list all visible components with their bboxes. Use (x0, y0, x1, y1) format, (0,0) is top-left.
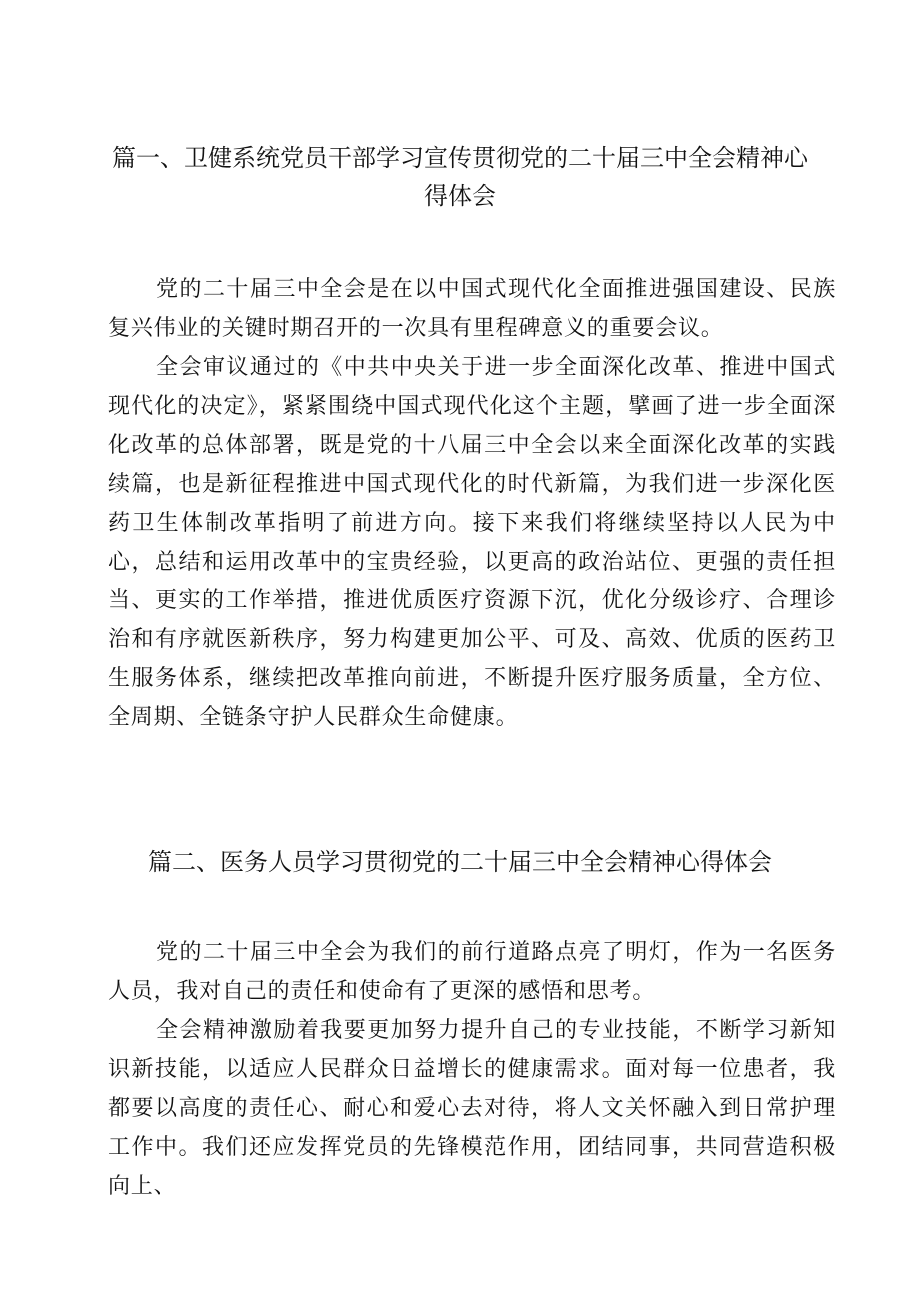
section-one-title: 篇一、卫健系统党员干部学习宣传贯彻党的二十届三中全会精神心得体会 (112, 144, 808, 210)
section-two-paragraph-2: 全会精神激励着我要更加努力提升自己的专业技能，不断学习新知识新技能，以适应人民群众日益增长的健康需求。面对每一位患者，我都要以高度的责任心、耐心和爱心去对待，将人文关怀融入到日常护理工作中。我们还应发挥党员的先锋模范作用，团结同事，共同营造积极向上、 (108, 1018, 836, 1199)
section-two-title: 篇二、医务人员学习贯彻党的二十届三中全会精神心得体会 (148, 848, 772, 876)
section-one-paragraph-1: 党的二十届三中全会是在以中国式现代化全面推进强国建设、民族复兴伟业的关键时期召开的一次具有里程碑意义的重要会议。 (108, 277, 836, 341)
section-two-paragraph-1: 党的二十届三中全会为我们的前行道路点亮了明灯，作为一名医务人员，我对自己的责任和使命有了更深的感悟和思考。 (108, 940, 836, 1004)
section-one-paragraph-2: 全会审议通过的《中共中央关于进一步全面深化改革、推进中国式现代化的决定》，紧紧围绕中国式现代化这个主题，擘画了进一步全面深化改革的总体部署，既是党的十八届三中全会以来全面深化改革的实践续篇，也是新征程推进中国式现代化的时代新篇，为我们进一步深化医药卫生体制改革指明了前进方向。接下来我们将继续坚持以人民为中心，总结和运用改革中的宝贵经验，以更高的政治站位、更强的责任担当、更实的工作举措，推进优质医疗资源下沉，优化分级诊疗、合理诊治和有序就医新秩序，努力构建更加公平、可及、高效、优质的医药卫生服务体系，继续把改革推向前进，不断提升医疗服务质量，全方位、全周期、全链条守护人民群众生命健康。 (108, 355, 836, 731)
